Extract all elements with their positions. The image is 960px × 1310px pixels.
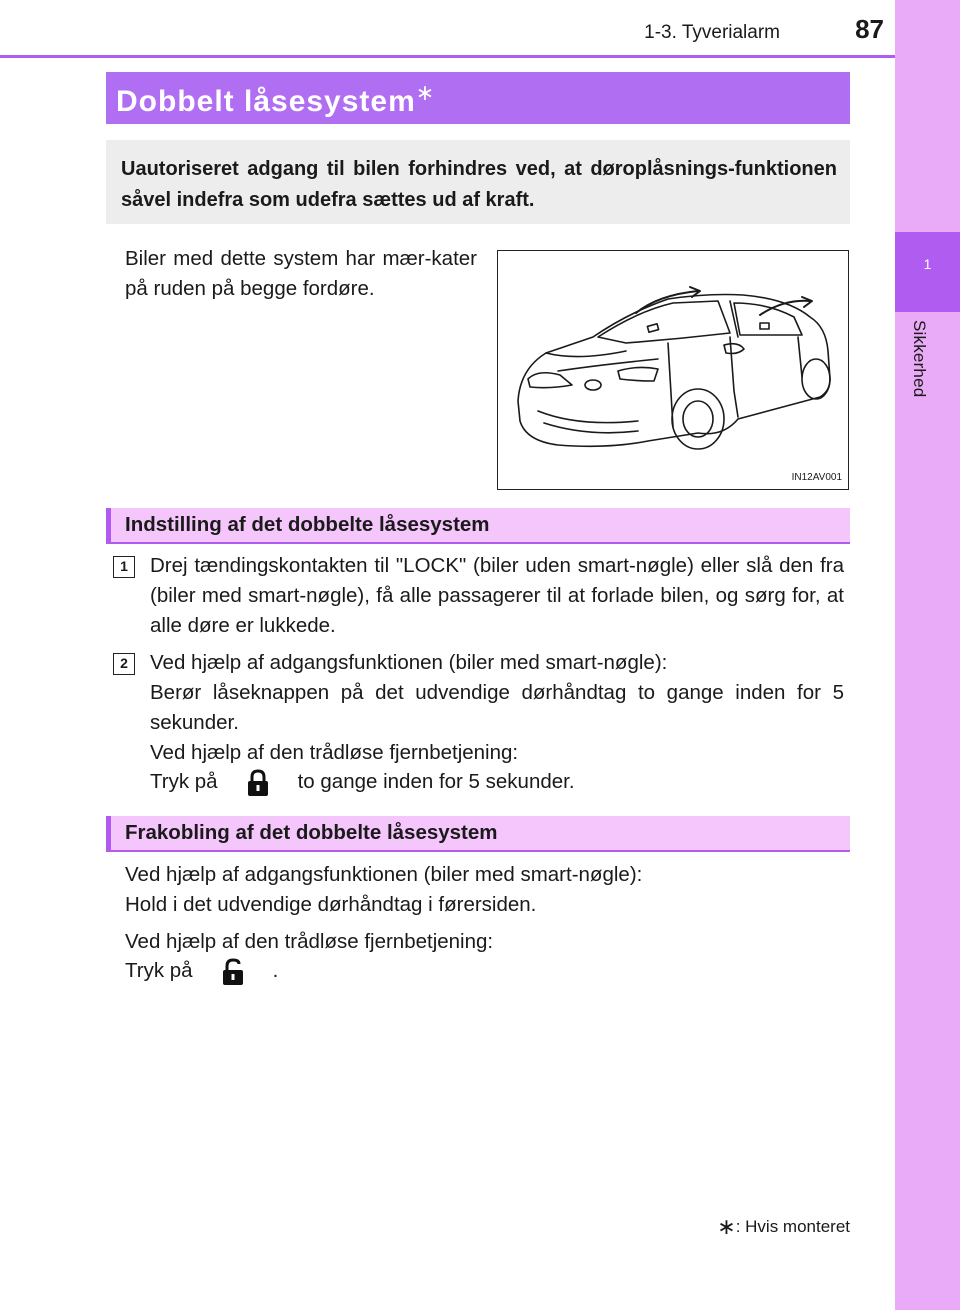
page-title: Dobbelt låsesystem∗ (116, 80, 436, 118)
chapter-label: Sikkerhed (910, 320, 929, 398)
release-line-4 (125, 956, 845, 987)
footnote-text: : Hvis monteret (735, 1217, 850, 1236)
step-1-text: Drej tændingskontakten til "LOCK" (biler uden smart-nøgle) eller slå den fra (biler med smart-nøgle), få alle passagerer til at forlade bilen, og sørg for, at alle døre er lukkede. (150, 554, 844, 637)
release-line-3: Ved hjælp af den trådløse fjernbetjening: (125, 930, 494, 953)
subhead-release-text: Frakobling af det dobbelte låsesystem (125, 821, 498, 844)
header-section-title: 1-3. Tyverialarm (644, 22, 780, 43)
subhead-set (106, 508, 850, 544)
step-2-line-4 (150, 767, 844, 798)
unlock-icon (219, 957, 247, 987)
step-2-line-3: Ved hjælp af den trådløse fjernbetjening: (150, 741, 519, 764)
release-line-2: Hold i det udvendige dørhåndtag i førersiden. (125, 893, 537, 916)
intro-text: Uautoriseret adgang til bilen forhindres ved, at døroplåsnings-funktionen såvel indefra som udefra sættes ud af kraft. (121, 158, 837, 211)
chapter-tab[interactable] (895, 232, 960, 312)
title-marker: ∗ (415, 80, 436, 105)
figure-code: IN12AV001 (791, 472, 842, 483)
car-illustration (497, 250, 849, 490)
subhead-set-text: Indstilling af det dobbelte låsesystem (125, 513, 490, 536)
release-press-end: . (272, 959, 279, 982)
step-number-2: 2 (113, 653, 135, 675)
intro-box (106, 140, 850, 224)
release-line-1: Ved hjælp af adgangsfunktionen (biler med smart-nøgle): (125, 863, 643, 886)
footnote (717, 1214, 850, 1240)
step-number-1: 1 (113, 556, 135, 578)
lock-icon (244, 768, 272, 798)
step-2-line-2: Berør låseknappen på det udvendige dørhåndtag to gange inden for 5 sekunder. (150, 681, 844, 734)
chapter-sidebar (895, 0, 960, 1310)
subhead-release (106, 816, 850, 852)
car-drawing (498, 251, 848, 489)
lead-text: Biler med dette system har mær-kater på ruden på begge fordøre. (125, 247, 477, 300)
step-2-line-1: Ved hjælp af adgangsfunktionen (biler med smart-nøgle): (150, 651, 668, 674)
page-number: 87 (855, 14, 884, 44)
release-press-label: Tryk på (125, 959, 193, 982)
page-title-bar (106, 72, 850, 124)
footnote-marker: ∗ (717, 1214, 736, 1239)
step-2-press-label: Tryk på (150, 770, 218, 793)
step-2-press-instruction: to gange inden for 5 sekunder. (297, 770, 575, 793)
header-divider (0, 55, 895, 58)
chapter-number: 1 (923, 256, 932, 272)
